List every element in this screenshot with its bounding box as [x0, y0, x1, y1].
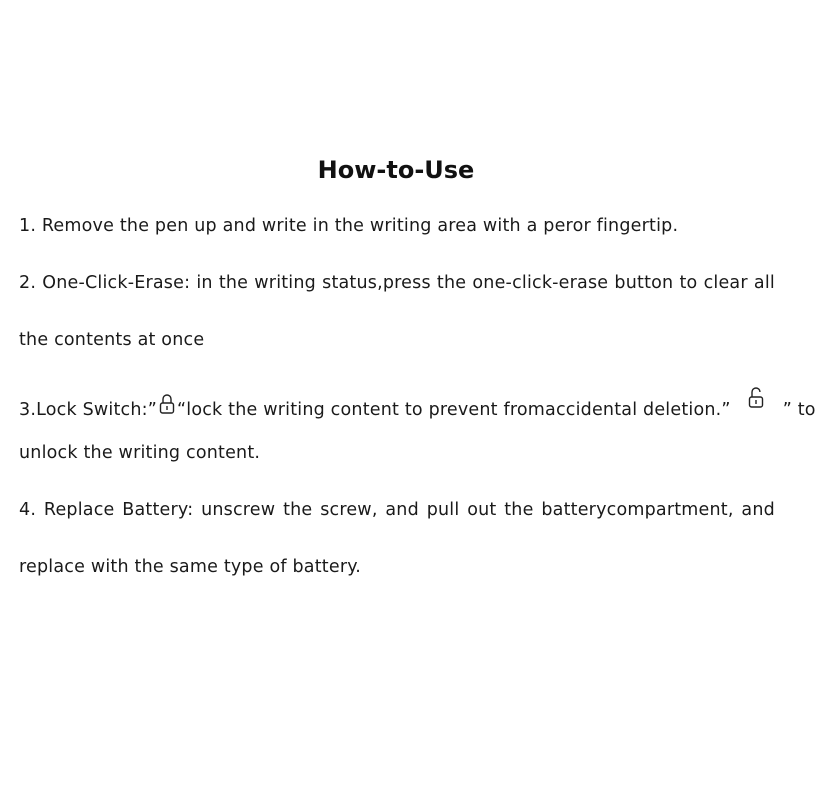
- step-4-line-1: [19, 497, 775, 523]
- word: 4.: [19, 500, 37, 520]
- word: batterycompartment,: [541, 500, 734, 520]
- step-3-suffix: ” to: [782, 400, 816, 420]
- word: Replace: [43, 500, 115, 520]
- word: out: [467, 500, 497, 520]
- word: and: [741, 500, 775, 520]
- lock-icon: [158, 393, 176, 423]
- word: all: [753, 273, 775, 293]
- word: status,press: [322, 273, 431, 293]
- word: pull: [426, 500, 460, 520]
- word: the: [436, 273, 467, 293]
- word: in: [196, 273, 213, 293]
- word: screw,: [320, 500, 378, 520]
- step-3-line-2: unlock the writing content.: [19, 443, 261, 463]
- page-title: How-to-Use: [317, 156, 475, 184]
- word: One-Click-Erase:: [42, 273, 191, 293]
- word: 2.: [19, 273, 37, 293]
- word: clear: [703, 273, 748, 293]
- step-3-line-1: [19, 385, 816, 423]
- unlock-icon: [747, 385, 765, 417]
- word: unscrew: [201, 500, 276, 520]
- step-2-line-2: the contents at once: [19, 330, 205, 350]
- word: writing: [254, 273, 316, 293]
- word: button: [614, 273, 674, 293]
- word: to: [679, 273, 698, 293]
- step-1-text: 1. Remove the pen up and write in the writing area with a peror fingertip.: [19, 216, 679, 236]
- word: and: [385, 500, 419, 520]
- step-4-line-2: replace with the same type of battery.: [19, 557, 362, 577]
- step-3-prefix: 3.Lock Switch:”: [19, 400, 157, 420]
- word: the: [283, 500, 313, 520]
- word: the: [504, 500, 534, 520]
- word: one-click-erase: [472, 273, 609, 293]
- word: the: [218, 273, 249, 293]
- step-2-line-1: [19, 270, 775, 296]
- word: Battery:: [122, 500, 194, 520]
- step-3-middle: “lock the writing content to prevent fromaccidental deletion.”: [176, 400, 731, 420]
